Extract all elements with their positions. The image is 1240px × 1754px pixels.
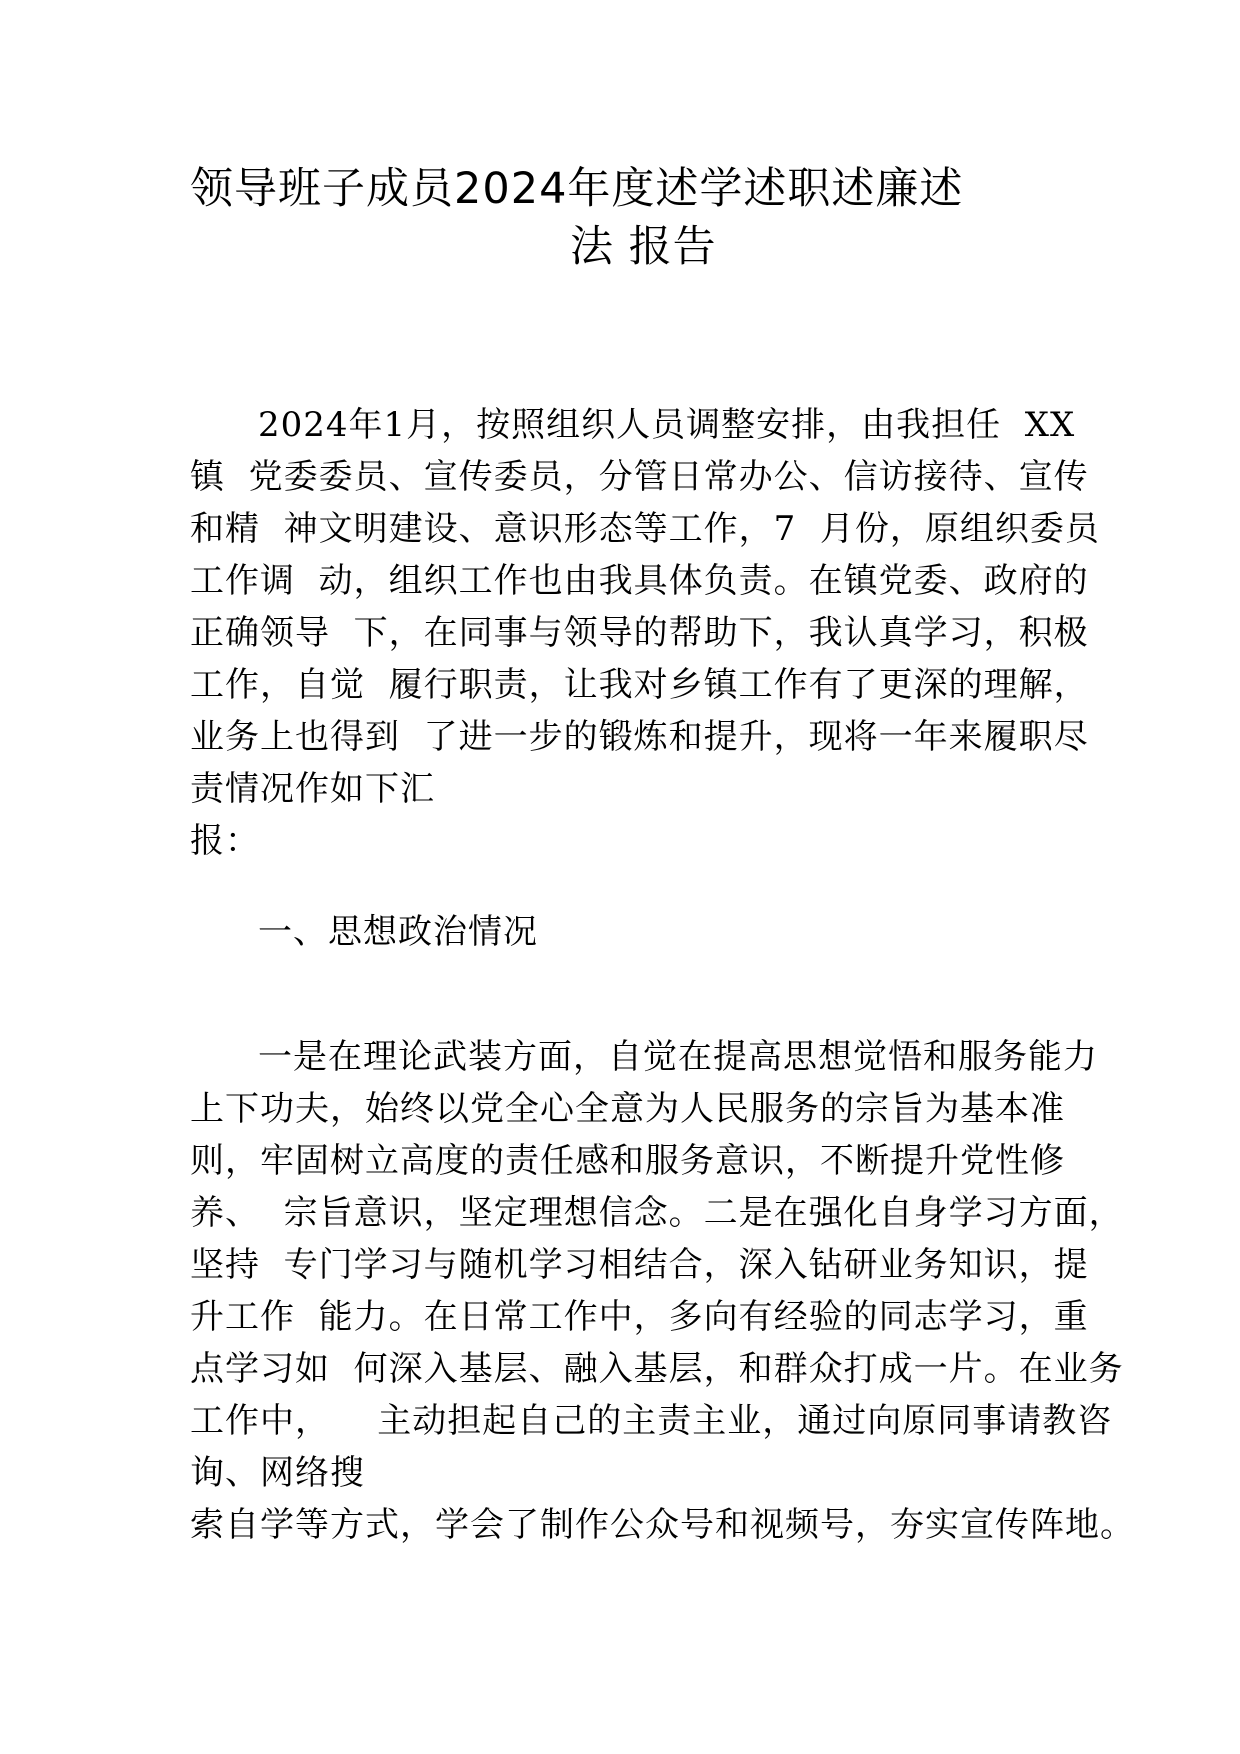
paragraph-line: 坚持 专门学习与随机学习相结合，深入钻研业务知识，提 bbox=[190, 1245, 1089, 1285]
paragraph-line: 和精 神文明建设、意识形态等工作，7 月份，原组织委员 bbox=[190, 509, 1100, 549]
section-heading bbox=[190, 906, 1070, 958]
paragraph-line: 索自学等方式，学会了制作公众号和视频号，夯实宣传阵地。 bbox=[190, 1505, 1135, 1545]
paragraph-line: 工作，自觉 履行职责，让我对乡镇工作有了更深的理解， bbox=[190, 665, 1089, 705]
paragraph-line: 则，牢固树立高度的责任感和服务意识，不断提升党性修 bbox=[190, 1141, 1065, 1181]
document-title bbox=[190, 160, 1050, 276]
paragraph-line: 养、 宗旨意识，坚定理想信念。二是在强化自身学习方面， bbox=[190, 1193, 1124, 1233]
paragraph-line: 工作调 动，组织工作也由我具体负责。在镇党委、政府的 bbox=[190, 561, 1089, 601]
title-line-1: 领导班子成员2024年度述学述职述廉述 bbox=[190, 164, 964, 214]
paragraph-line: 一是在理论武装方面，自觉在提高思想觉悟和服务能力 bbox=[258, 1037, 1098, 1077]
paragraph-line: 2024年1月，按照组织人员调整安排，由我担任 XX bbox=[258, 405, 1076, 445]
title-line-2: 法 报告 bbox=[570, 222, 717, 272]
paragraph-line: 责情况作如下汇 bbox=[190, 769, 435, 809]
paragraph-line: 正确领导 下，在同事与领导的帮助下，我认真学习，积极 bbox=[190, 613, 1089, 653]
paragraph-line: 报： bbox=[190, 821, 260, 861]
paragraph-line: 业务上也得到 了进一步的锻炼和提升，现将一年来履职尽 bbox=[190, 717, 1089, 757]
section-heading-text: 一、思想政治情况 bbox=[258, 912, 538, 952]
paragraph-intro bbox=[190, 399, 1100, 867]
paragraph-line: 镇 党委委员、宣传委员，分管日常办公、信访接待、宣传 bbox=[190, 457, 1089, 497]
paragraph-political bbox=[190, 1031, 1135, 1551]
paragraph-line: 询、网络搜 bbox=[190, 1453, 365, 1493]
paragraph-line: 点学习如 何深入基层、融入基层，和群众打成一片。在业务 bbox=[190, 1349, 1124, 1389]
paragraph-line: 工作中， 主动担起自己的主责主业，通过向原同事请教咨 bbox=[190, 1401, 1113, 1441]
paragraph-line: 上下功夫，始终以党全心全意为人民服务的宗旨为基本准 bbox=[190, 1089, 1065, 1129]
paragraph-line: 升工作 能力。在日常工作中，多向有经验的同志学习，重 bbox=[190, 1297, 1089, 1337]
